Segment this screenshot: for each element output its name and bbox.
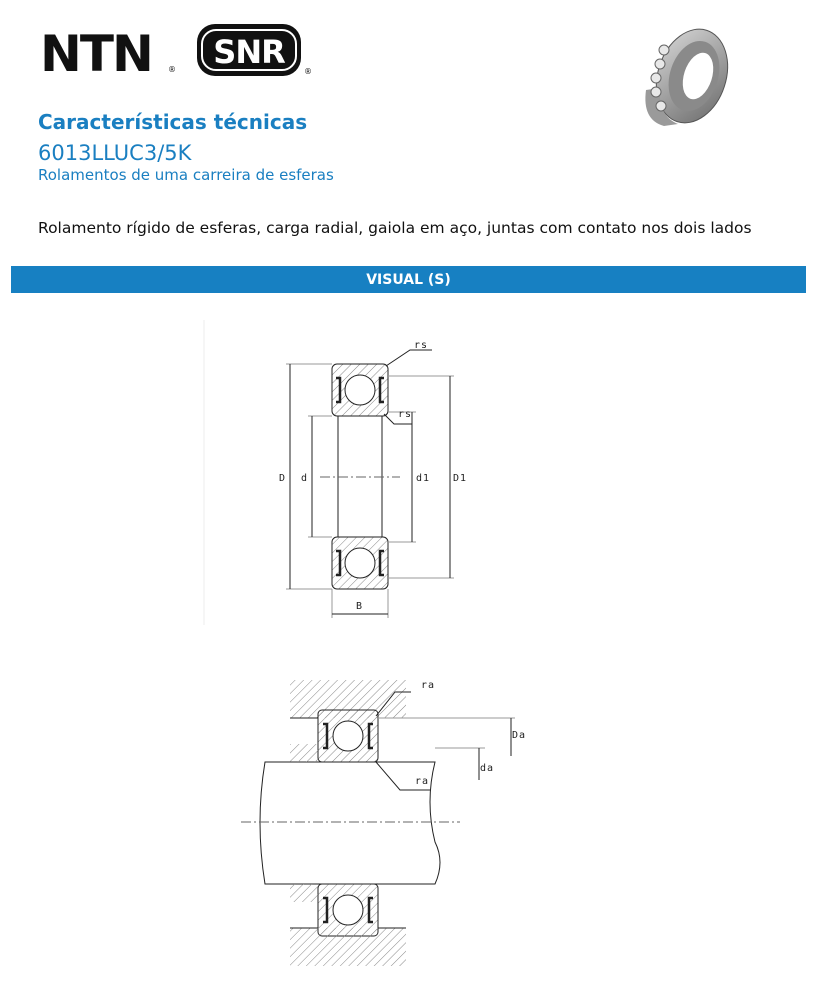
label-ra-bottom: ra xyxy=(415,776,430,787)
svg-text:®: ® xyxy=(304,67,313,76)
label-da: da xyxy=(480,763,495,774)
section-bar-visual: VISUAL (S) xyxy=(11,266,806,293)
ntn-logo xyxy=(40,26,180,76)
label-Da: Da xyxy=(512,730,527,741)
label-D: D xyxy=(279,473,287,484)
label-rs-inner: rs xyxy=(398,409,413,420)
svg-text:NTN: NTN xyxy=(40,26,152,76)
product-family: Rolamentos de uma carreira de esferas xyxy=(38,166,334,184)
bearing-dimension-drawing xyxy=(200,320,500,625)
label-d1: d1 xyxy=(416,473,431,484)
page-title: Características técnicas xyxy=(38,110,308,134)
label-B: B xyxy=(356,601,364,612)
ball-bearing-3d-icon xyxy=(634,20,734,132)
mounting-dimension-drawing xyxy=(235,672,535,972)
svg-text:SNR: SNR xyxy=(213,33,285,71)
svg-text:®: ® xyxy=(168,65,177,74)
label-D1: D1 xyxy=(453,473,468,484)
product-description: Rolamento rígido de esferas, carga radial, gaiola em aço, juntas com contato nos dois lados xyxy=(38,219,752,237)
label-d: d xyxy=(301,473,309,484)
label-rs-top: rs xyxy=(414,340,429,351)
snr-logo xyxy=(196,22,316,78)
product-reference: 6013LLUC3/5K xyxy=(38,141,192,165)
label-ra-top: ra xyxy=(421,680,436,691)
